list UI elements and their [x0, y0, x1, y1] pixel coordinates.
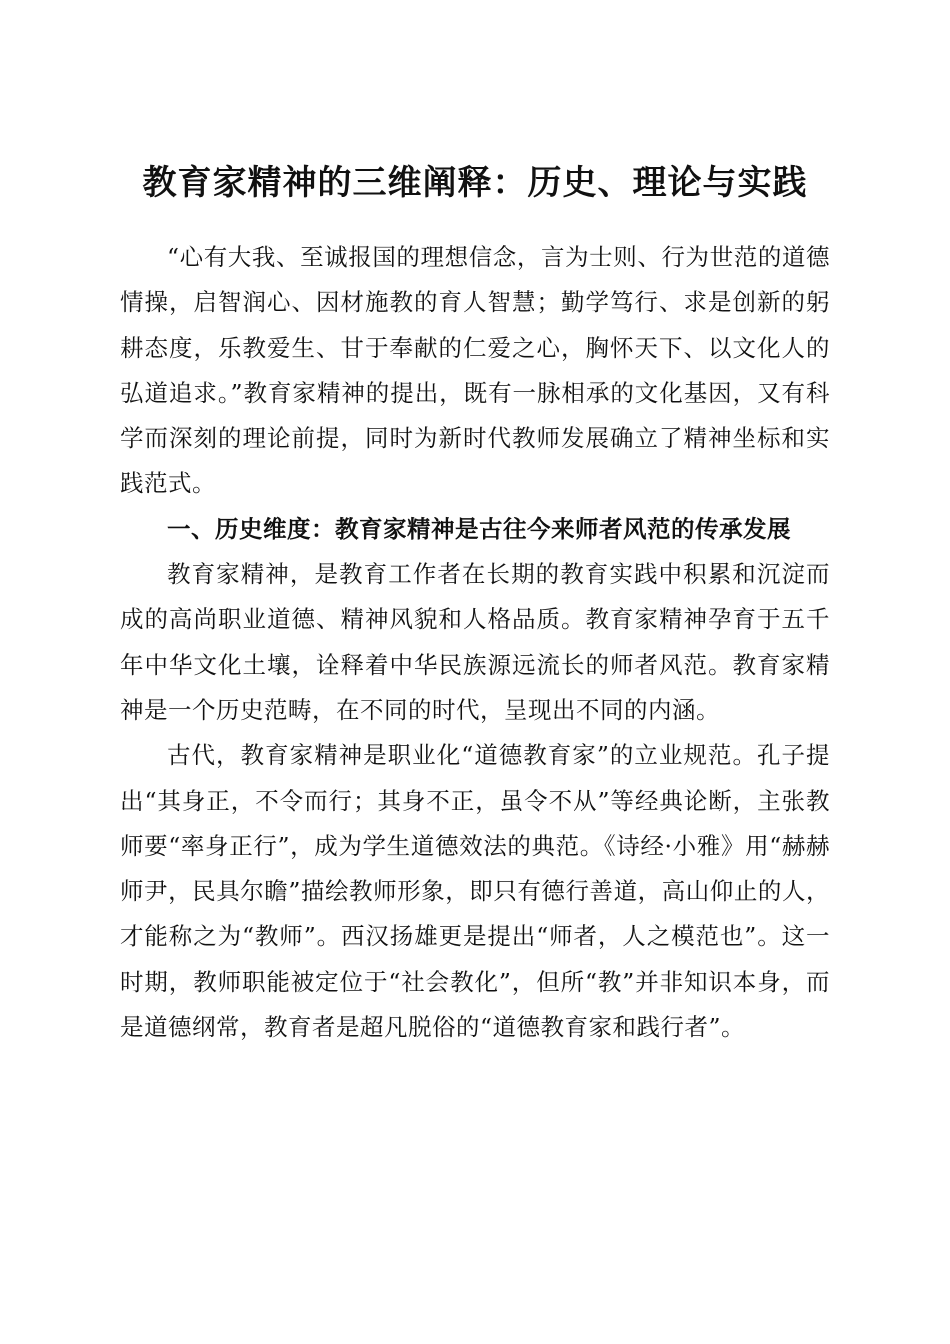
- body-paragraph: 教育家精神，是教育工作者在长期的教育实践中积累和沉淀而成的高尚职业道德、精神风貌和人格品质。教育家精神孕育于五千年中华文化土壤，诠释着中华民族源远流长的师者风范。教育家精神是一个历史范畴，在不同的时代，呈现出不同的内涵。: [120, 560, 830, 724]
- document-title: 教育家精神的三维阐释：历史、理论与实践: [142, 162, 808, 203]
- document-body: [120, 235, 830, 1050]
- body-paragraph: 古代，教育家精神是职业化“道德教育家”的立业规范。孔子提出“其身正，不令而行；其身不正，虽令不从”等经典论断，主张教师要“率身正行”，成为学生道德效法的典范。《诗经·小雅》用“赫赫师尹，民具尔瞻”描绘教师形象，即只有德行善道，高山仰止的人，才能称之为“教师”。西汉扬雄更是提出“师者，人之模范也”。这一时期，教师职能被定位于“社会教化”，但所“教”并非知识本身，而是道德纲常，教育者是超凡脱俗的“道德教育家和践行者”。: [120, 741, 830, 1042]
- section-heading-history: 一、历史维度：教育家精神是古往今来师者风范的传承发展: [167, 514, 791, 543]
- intro-paragraph: “心有大我、至诚报国的理想信念，言为士则、行为世范的道德情操，启智润心、因材施教的育人智慧；勤学笃行、求是创新的躬耕态度，乐教爱生、甘于奉献的仁爱之心，胸怀天下、以文化人的弘道追求。”教育家精神的提出，既有一脉相承的文化基因，又有科学而深刻的理论前提，同时为新时代教师发展确立了精神坐标和实践范式。: [120, 243, 830, 498]
